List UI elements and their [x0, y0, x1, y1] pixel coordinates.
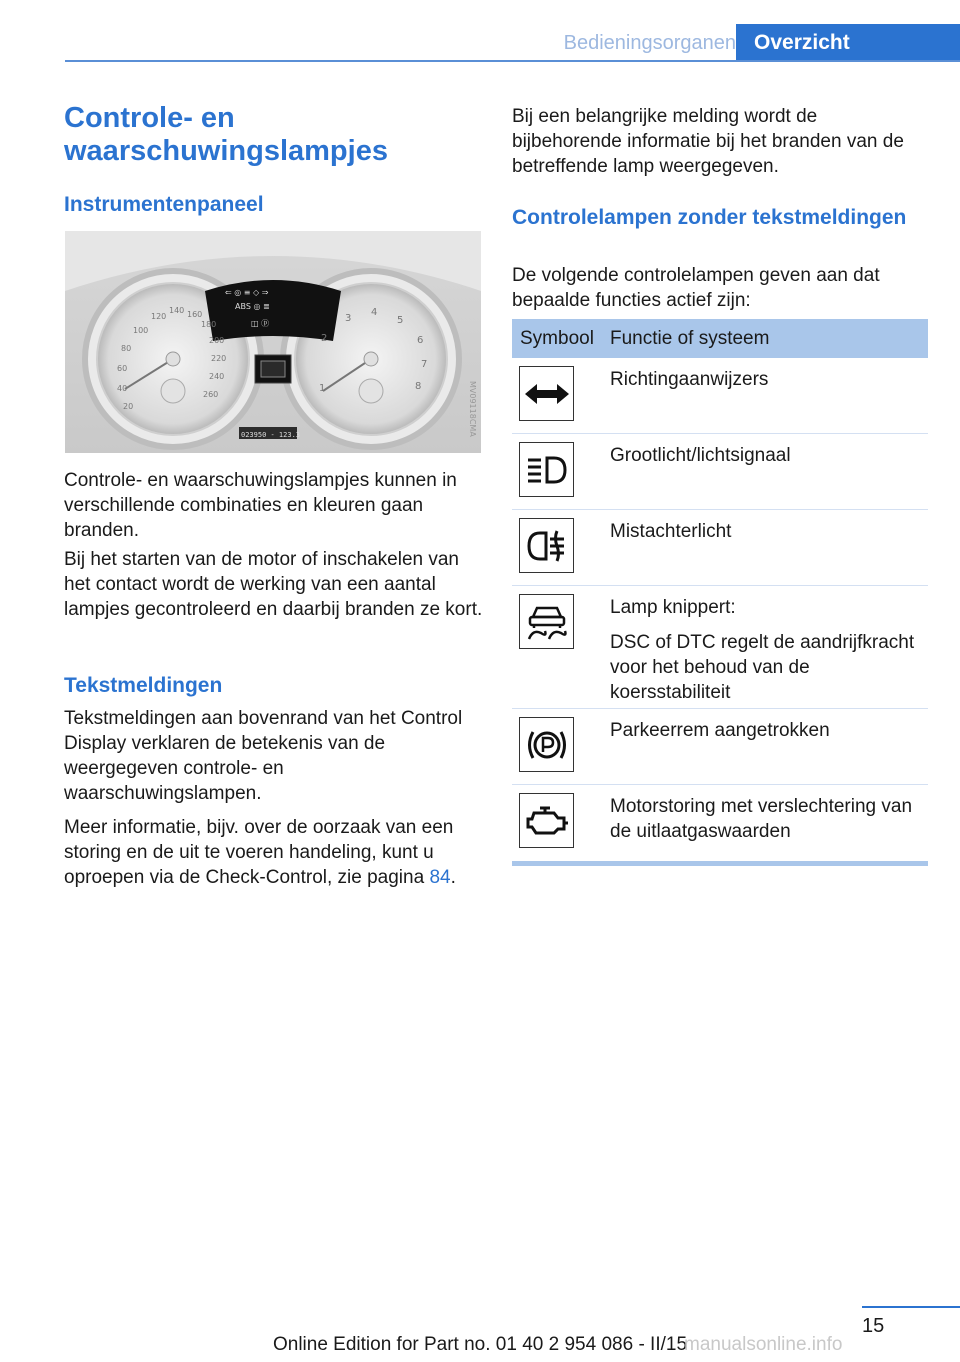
row-text: DSC of DTC regelt de aandrijfkracht voor het behoud van de koersstabiliteit — [610, 632, 915, 703]
page-link[interactable]: 84 — [429, 867, 451, 888]
parking-brake-icon — [519, 717, 574, 772]
row-text: Richtingaanwijzers — [610, 369, 769, 390]
table-row — [512, 785, 928, 861]
instrument-panel-figure — [65, 231, 481, 453]
paragraph-text: Meer informatie, bijv. over de oorzaak van een storing en de uit te voeren handeling, kunt u oproepen via de Check-Control, zie pagina — [64, 817, 454, 888]
paragraph: Bij het starten van de motor of inschakelen van het contact wordt de werking van een aantal lampjes gecontroleerd en daarbij branden ze kort. — [64, 549, 483, 620]
row-text: Parkeerrem aangetrokken — [610, 720, 830, 741]
svg-text:◫ ⓟ: ◫ ⓟ — [251, 319, 270, 328]
table-row — [512, 434, 928, 510]
table-row — [512, 586, 928, 709]
footer-edition: Online Edition for Part no. 01 40 2 954 086 - II/15 — [272, 1334, 688, 1355]
column-header: Functie of systeem — [610, 328, 770, 349]
section-tab-overzicht[interactable]: Overzicht — [736, 24, 960, 62]
speed-tick: 240 — [209, 372, 225, 381]
paragraph: Tekstmeldingen aan bovenrand van het Control Display verklaren de betekenis van de weergegeven controle- en waarschuwingslampen. — [64, 708, 463, 804]
svg-text:ABS ◎ ≣: ABS ◎ ≣ — [235, 302, 270, 311]
paragraph: De volgende controlelampen geven aan dat bepaalde functies actief zijn: — [512, 265, 880, 311]
table-header — [512, 319, 928, 358]
controlelampen-heading: Controlelampen zonder tekstmeldingen — [512, 206, 907, 229]
turn-signal-icon — [519, 366, 574, 421]
instrument-panel-image — [65, 231, 481, 453]
header-rule — [65, 60, 960, 62]
speed-tick: 120 — [151, 312, 167, 321]
rpm-tick: 5 — [397, 315, 404, 326]
odometer-readout: 023950 - 123.3 — [241, 431, 301, 439]
rpm-tick: 2 — [321, 333, 328, 344]
speed-tick: 80 — [121, 344, 132, 353]
row-text: Lamp knippert: — [610, 597, 736, 618]
paragraph: Controle- en waarschuwingslampjes kunnen in verschillende combinaties en kleuren gaan branden. — [64, 470, 457, 541]
engine-check-icon — [519, 793, 574, 848]
row-text: Mistachterlicht — [610, 521, 732, 542]
page-number: 15 — [862, 1315, 885, 1337]
speed-tick: 100 — [133, 326, 149, 335]
watermark: manualsonline.info — [684, 1334, 843, 1355]
speed-tick: 220 — [211, 354, 227, 363]
speed-tick: 20 — [123, 402, 134, 411]
speed-tick: 40 — [117, 384, 128, 393]
rpm-tick: 1 — [319, 383, 326, 394]
speed-tick: 180 — [201, 320, 217, 329]
table-row — [512, 510, 928, 586]
table-row — [512, 358, 928, 434]
dsc-stability-icon — [519, 594, 574, 649]
rpm-tick: 3 — [345, 313, 352, 324]
paragraph: Bij een belangrijke melding wordt de bijbehorende informatie bij het branden van de betreffende lamp weergegeven. — [512, 106, 904, 177]
tekstmeldingen-heading: Tekstmeldingen — [64, 674, 223, 697]
rear-fog-light-icon — [519, 518, 574, 573]
speed-tick: 140 — [169, 306, 185, 315]
speed-tick: 60 — [117, 364, 128, 373]
rpm-tick: 6 — [417, 335, 424, 346]
paragraph — [64, 815, 484, 890]
speed-tick: 260 — [203, 390, 219, 399]
row-text: Motorstoring met verslechtering van de uitlaatgaswaarden — [610, 796, 913, 842]
svg-text:⇐ ◎ ≡ ◇ ⇒: ⇐ ◎ ≡ ◇ ⇒ — [225, 288, 269, 297]
table-row — [512, 709, 928, 785]
high-beam-icon — [519, 442, 574, 497]
column-header: Symbool — [520, 328, 594, 349]
instrument-heading: Instrumentenpaneel — [64, 193, 264, 216]
page-title: Controle- en waarschuwingslampjes — [64, 102, 388, 167]
rpm-tick: 8 — [415, 381, 422, 392]
rpm-tick: 4 — [371, 307, 378, 318]
figure-code: MV09118CMA — [468, 381, 477, 437]
symbol-table — [512, 319, 928, 866]
paragraph-text: . — [450, 867, 456, 888]
speed-tick: 160 — [187, 310, 203, 319]
table-end-rule — [512, 861, 928, 866]
row-text: Grootlicht/lichtsignaal — [610, 445, 791, 466]
speed-tick: 200 — [209, 336, 225, 345]
rpm-tick: 7 — [421, 359, 428, 370]
section-label: Bedieningsorganen — [563, 32, 736, 54]
page-number-rule — [862, 1306, 960, 1308]
